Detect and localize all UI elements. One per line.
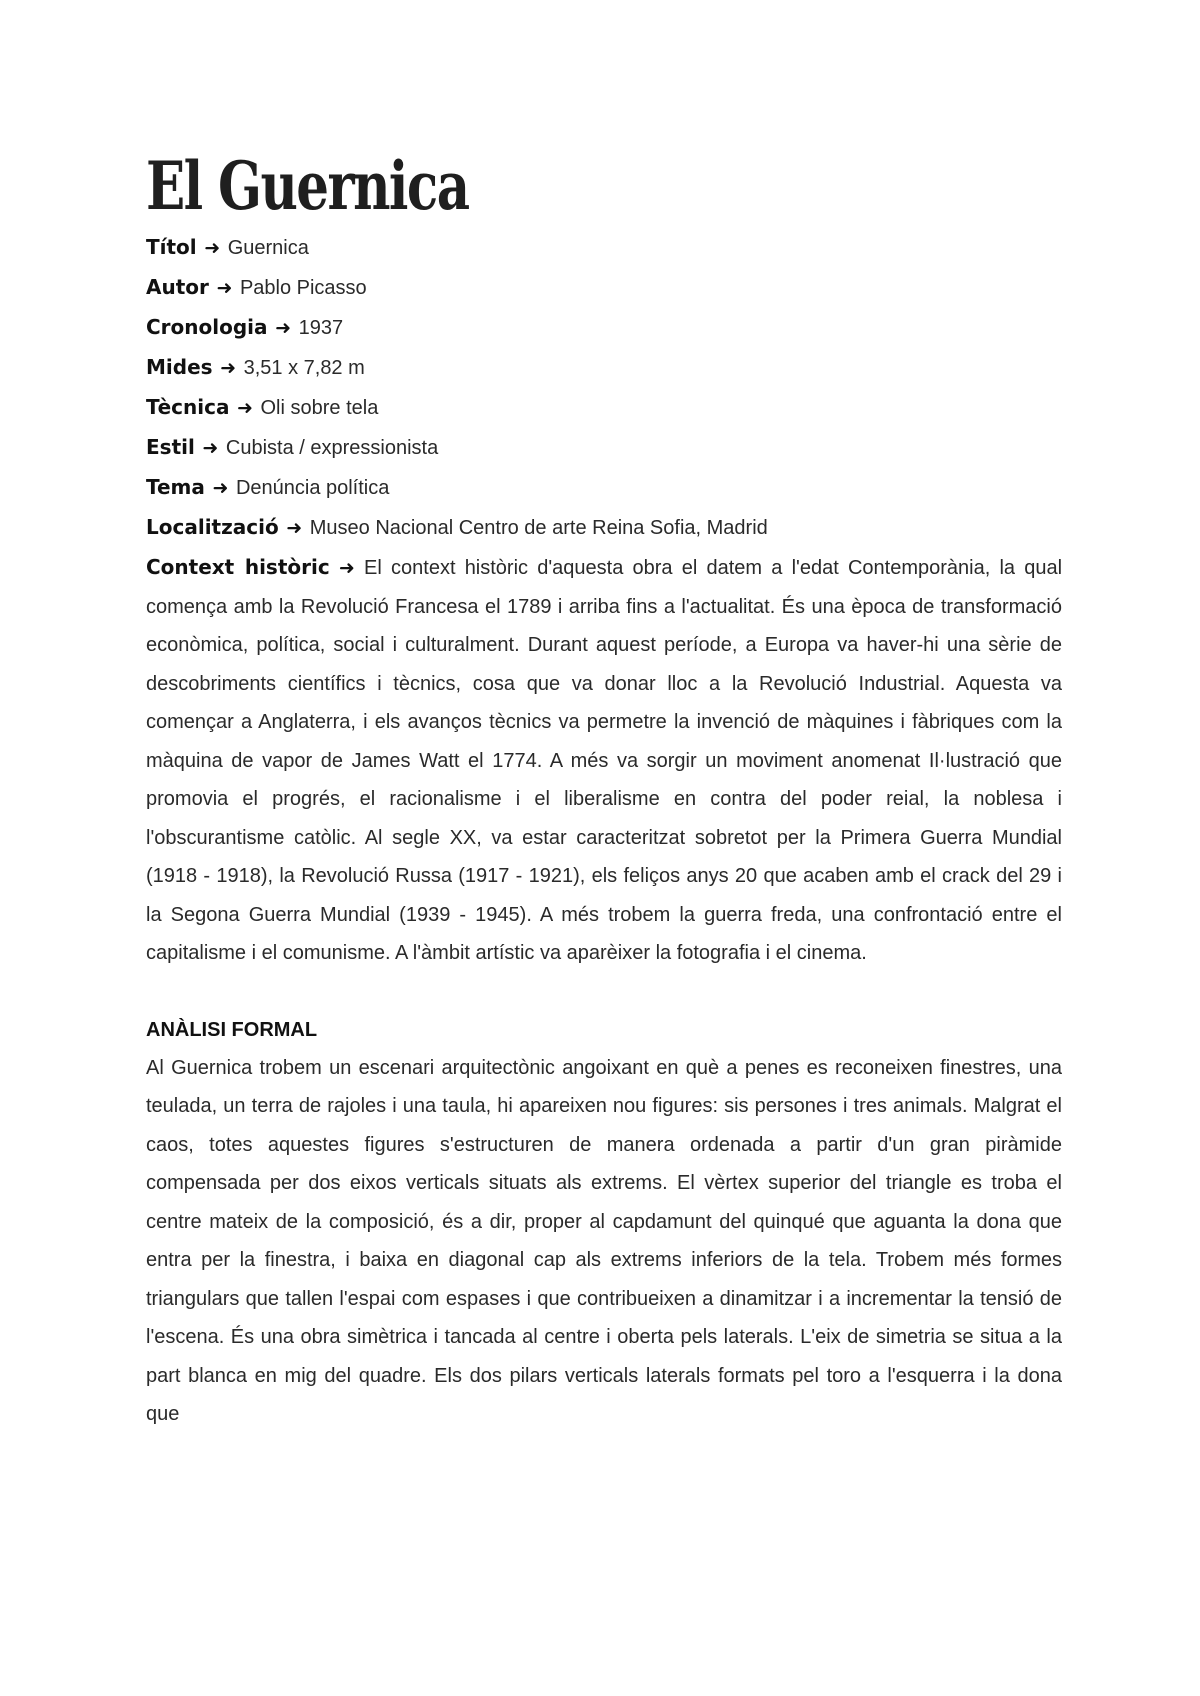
field-value: Pablo Picasso: [239, 277, 367, 299]
field-cronologia: [146, 308, 1062, 348]
field-estil: [146, 428, 1062, 468]
field-autor: [146, 268, 1062, 308]
field-localitzacio: [146, 508, 1062, 548]
field-value: Museo Nacional Centro de arte Reina Sofia, Madrid: [309, 517, 768, 539]
section-heading: ANÀLISI FORMAL: [146, 1018, 318, 1041]
document-page: [146, 147, 1063, 1434]
field-label: Títol: [146, 235, 197, 259]
field-value: Cubista / expressionista: [225, 437, 439, 459]
field-label: Tema: [146, 475, 205, 499]
arrow-icon: ➜: [202, 437, 219, 459]
arrow-icon: ➜: [237, 397, 253, 419]
context-text: El context històric d'aquesta obra el datem a l'edat Contemporània, la qual comença amb la Revolució Francesa el 1789 i arriba fins a l'actualitat. És una època de transformació econòmica, política, social i culturalment. Durant aquest període, a Europa va haver-hi una sèrie de descobriments científics i tècnics, cosa que va donar lloc a la Revolució Industrial. Aquesta va començar a Anglaterra, i els avanços tècnics va permetre la invenció de màquines i fàbriques com la màquina de vapor de James Watt el 1774. A més va sorgir un moviment anomenat Il·lustració que promovia el progrés, el racionalisme i el liberalisme en contra del poder reial, la noblesa i l'obscurantisme catòlic. Al segle XX, va estar caracteritzat sobretot per la Primera Guerra Mundial (1918 - 1918), la Revolució Russa (1917 - 1921), els feliços anys 20 que acaben amb el crack del 29 i la Segona Guerra Mundial (1939 - 1945). A més trobem la guerra freda, una confrontació entre el capitalisme i el comunisme. A l'àmbit artístic va aparèixer la fotografia i el cinema.: [146, 557, 1063, 964]
field-tecnica: [146, 388, 1062, 428]
arrow-icon: ➜: [216, 277, 233, 299]
field-label: Cronologia: [146, 315, 268, 339]
field-titol: [146, 228, 1062, 268]
field-label: Localització: [146, 515, 279, 539]
analysis-paragraph: Al Guernica trobem un escenari arquitectònic angoixant en què a penes es reconeixen finestres, una teulada, un terra de rajoles i una taula, hi apareixen nou figures: sis persones i tres animals. Malgrat el caos, totes aquestes figures s'estructuren de manera ordenada a partir d'un gran piràmide compensada per dos eixos verticals situats als extrems. El vèrtex superior del triangle es troba el centre mateix de la composició, és a dir, proper al capdamunt del quinqué que aguanta la dona que entra per la finestra, i baixa en diagonal cap als extrems inferiors de la tela. Trobem més formes triangulars que tallen l'espai com espases i que contribueixen a dinamitzar i a incrementar la tensió de l'escena. És una obra simètrica i tancada al centre i oberta pels laterals. L'eix de simetria se situa a la part blanca en mig del quadre. Els dos pilars verticals laterals formats pel toro a l'esquerra i la dona que: [146, 1056, 1062, 1425]
field-tema: [146, 468, 1062, 508]
metadata-list: [146, 228, 1062, 548]
document-title: El Guernica: [146, 147, 469, 225]
arrow-icon: ➜: [338, 557, 355, 579]
context-paragraph: [146, 548, 1062, 973]
field-label: Tècnica: [146, 395, 230, 419]
field-value: 3,51 x 7,82 m: [243, 357, 365, 379]
context-label: Context històric: [146, 555, 330, 579]
arrow-icon: ➜: [275, 317, 292, 339]
field-label: Estil: [146, 435, 195, 459]
arrow-icon: ➜: [220, 357, 237, 379]
arrow-icon: ➜: [286, 517, 303, 539]
arrow-icon: ➜: [212, 477, 229, 499]
field-value: Denúncia política: [235, 477, 390, 499]
field-label: Autor: [146, 275, 209, 299]
field-value: Guernica: [227, 237, 309, 259]
field-label: Mides: [146, 355, 213, 379]
field-value: Oli sobre tela: [260, 397, 379, 419]
arrow-icon: ➜: [204, 237, 221, 259]
field-value: 1937: [298, 317, 344, 339]
field-mides: [146, 348, 1062, 388]
